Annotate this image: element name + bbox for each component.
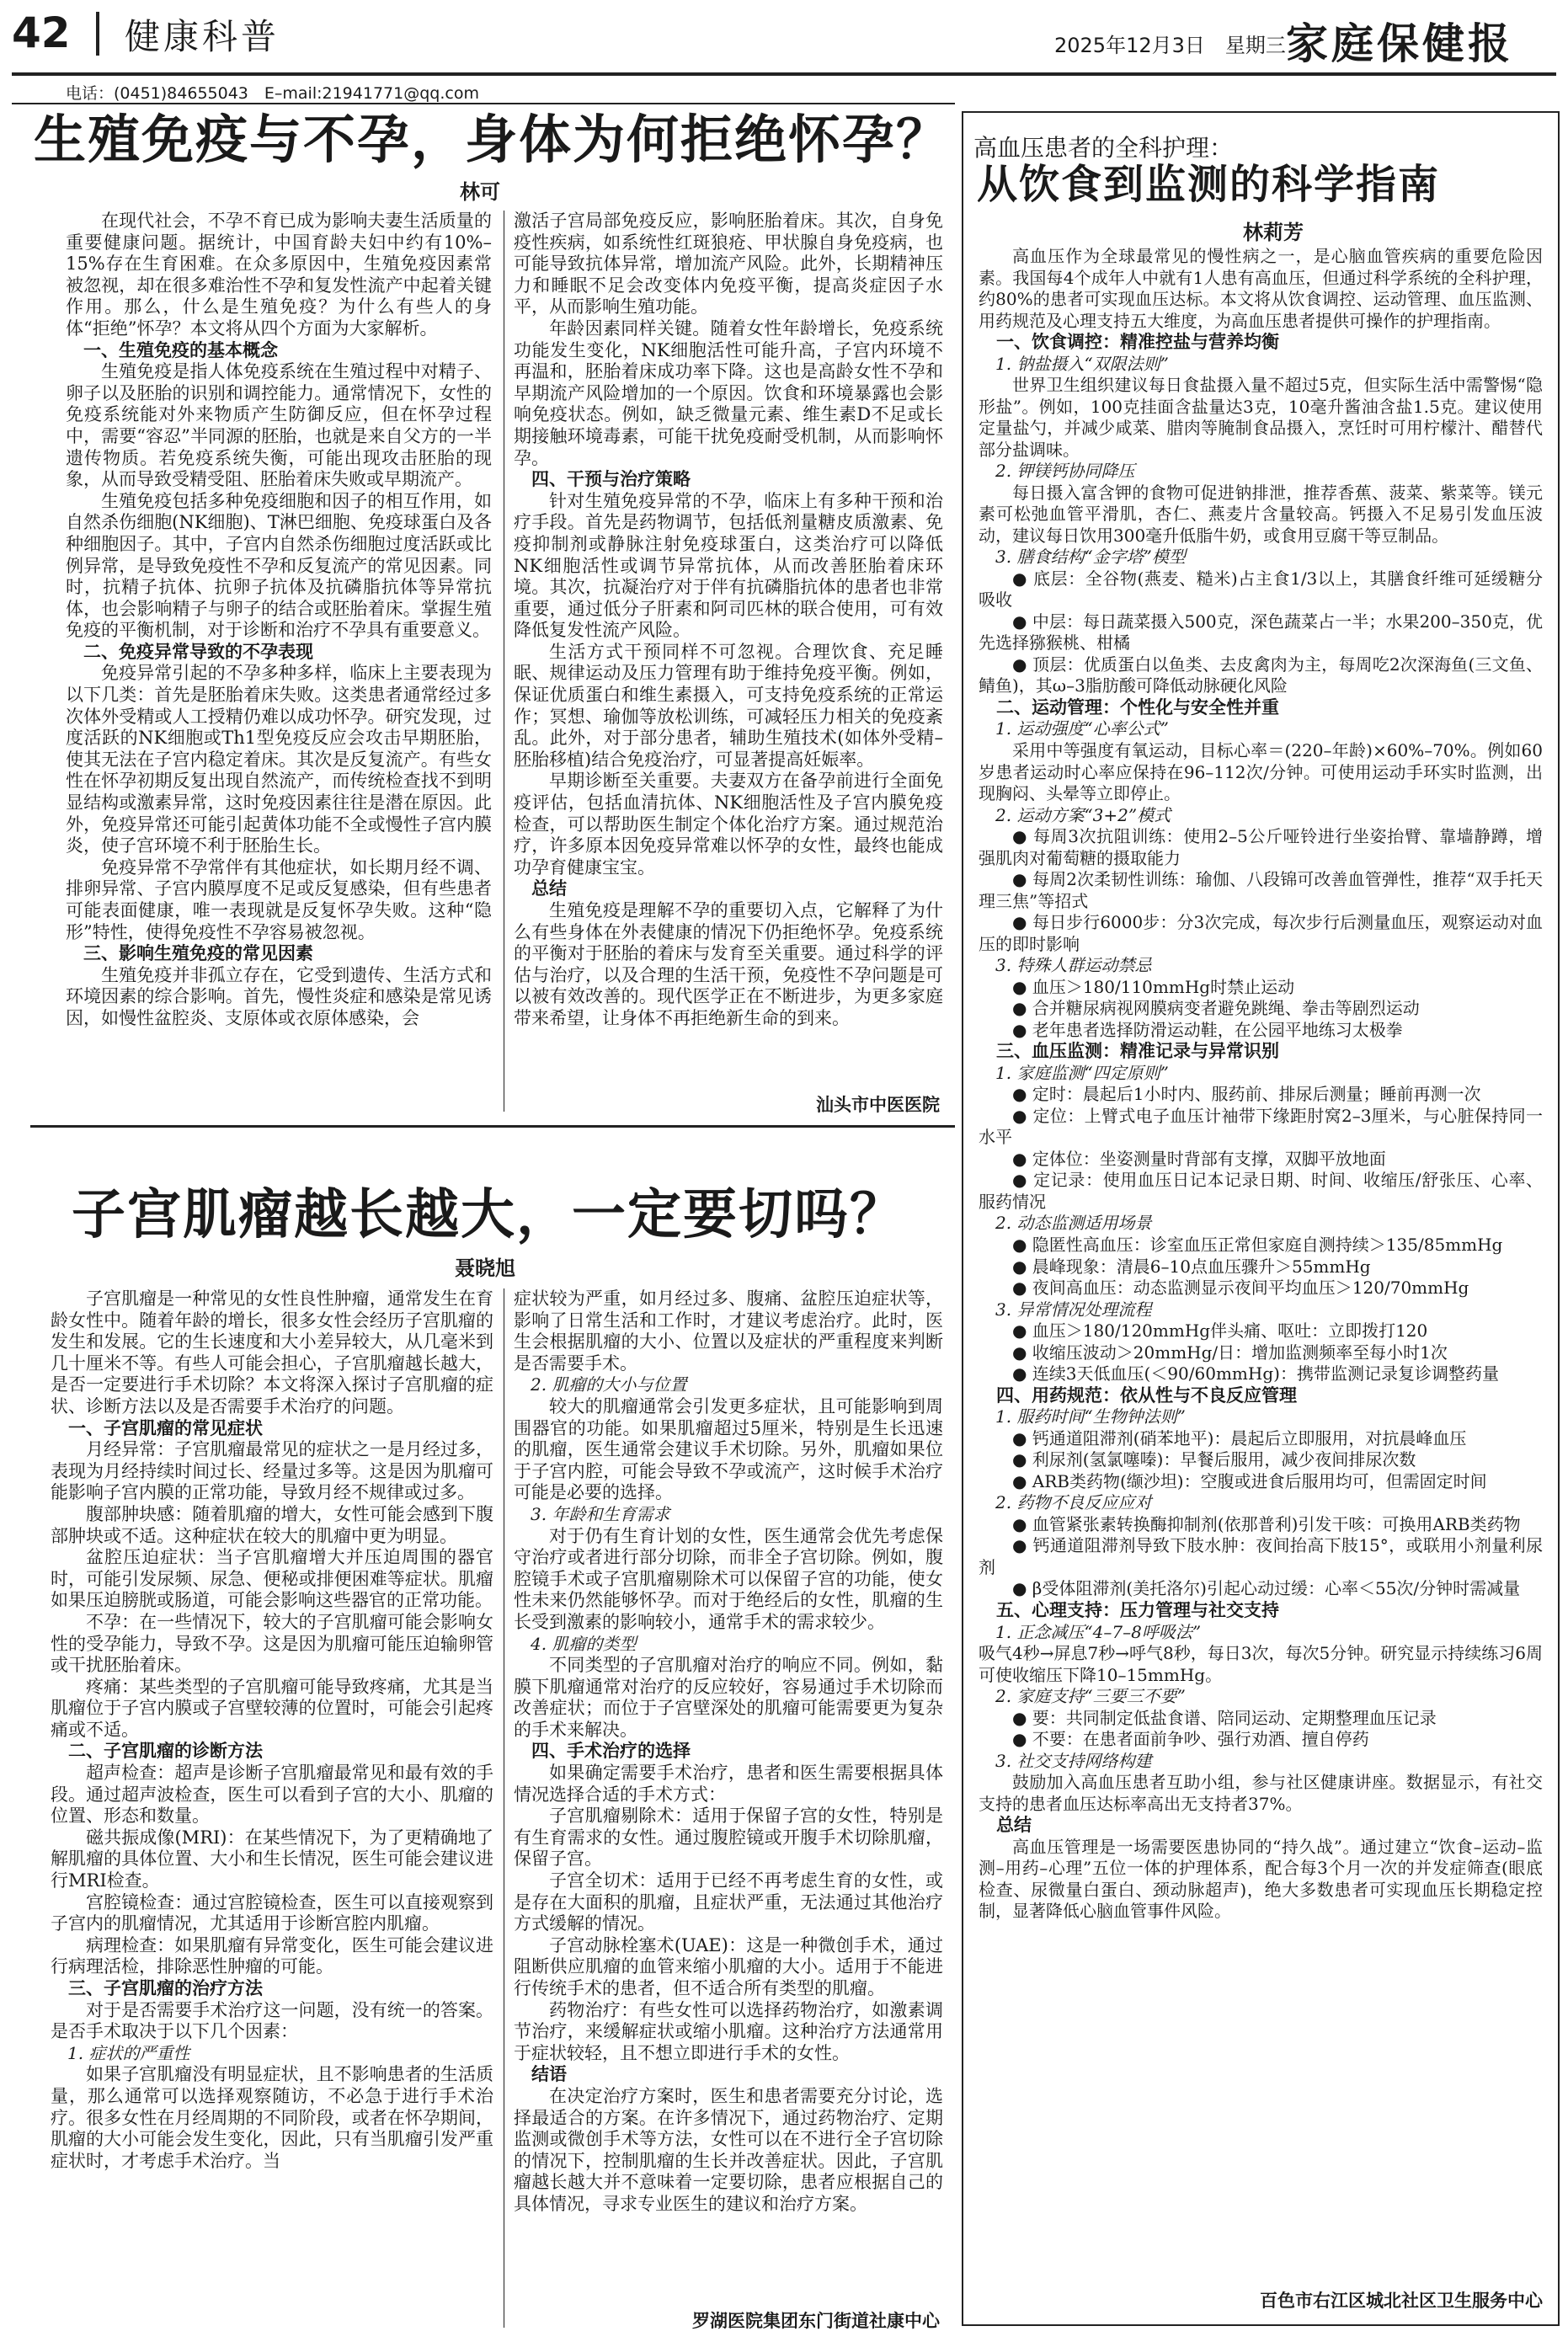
paragraph: 月经异常：子宫肌瘤最常见的症状之一是月经过多，表现为月经持续时间过长、经量过多等。这是因为肌瘤可能影响子宫内膜的正常功能，导致月经不规律或过多。	[51, 1439, 493, 1503]
issue-date: 2025年12月3日 星期三	[1054, 34, 1286, 57]
paragraph: ● 顶层：优质蛋白以鱼类、去皮禽肉为主，每周吃2次深海鱼(三文鱼、鲭鱼)，其ω–3脂肪酸可降低动脉硬化风险	[979, 654, 1543, 696]
article-separator	[30, 1125, 955, 1128]
paragraph: 免疫异常不孕常伴有其他症状，如长期月经不调、排卵异常、子宫内膜厚度不足或反复感染，但有些患者可能表面健康，唯一表现就是反复怀孕失败。这种“隐形”特性，使得免疫性不孕容易被忽视。	[66, 856, 492, 942]
paragraph: ● 要：共同制定低盐食谱、陪同运动、定期整理血压记录	[1012, 1707, 1437, 1728]
minor-heading: 2. 药物不良反应应对	[995, 1492, 1152, 1513]
paragraph: 高血压管理是一场需要医患协同的“持久战”。通过建立“饮食–运动–监测–用药–心理”五位一体的护理体系，配合每3个月一次的并发症筛查(眼底检查、尿微量白蛋白、颈动脉超声)，绝大多数患者可实现血压长期稳定控制，显著降低心脑血管事件风险。	[979, 1836, 1543, 1922]
article1-title: 生殖免疫与不孕，身体为何拒绝怀孕？	[34, 109, 951, 170]
paragraph: 在决定治疗方案时，医生和患者需要充分讨论，选择最适合的方案。在许多情况下，通过药物治疗、定期监测或微创手术等方法，女性可以在不进行全子宫切除的情况下，控制肌瘤的生长并改善症状。因此，子宫肌瘤越长越大并不意味着一定要切除，患者应根据自己的具体情况，寻求专业医生的建议和治疗方案。	[514, 2085, 943, 2214]
subheading: 三、子宫肌瘤的治疗方法	[68, 1978, 263, 1998]
paragraph: ● 连续3天低血压(＜90/60mmHg)：携带监测记录复诊调整药量	[1012, 1363, 1499, 1384]
paragraph: ● 定时：晨起后1小时内、服药前、排尿后测量；睡前再测一次	[1012, 1084, 1481, 1105]
paragraph: 病理检查：如果肌瘤有异常变化，医生可能会建议进行病理活检，排除恶性肿瘤的可能。	[51, 1934, 493, 1977]
minor-heading: 2. 钾镁钙协同降压	[995, 461, 1135, 482]
paragraph: 在现代社会，不孕不育已成为影响夫妻生活质量的重要健康问题。据统计，中国育龄夫妇中约有10%–15%存在生育困难。在众多原因中，生殖免疫因素常被忽视，却在很多难治性不孕和复发性流产中起着关键作用。那么，什么是生殖免疫？为什么有些人的身体“拒绝”怀孕？本文将从四个方面为大家解析。	[66, 211, 492, 339]
page-number: 42	[12, 8, 71, 57]
paragraph: ● 每周2次柔韧性训练：瑜伽、八段锦可改善血管弹性，推荐“双手托天理三焦”等招式	[979, 869, 1543, 911]
minor-heading: 3. 年龄和生育需求	[531, 1503, 670, 1524]
paragraph: 症状较为严重，如月经过多、腹痛、盆腔压迫症状等，影响了日常生活和工作时，才建议考虑治疗。此时，医生会根据肌瘤的大小、位置以及症状的严重程度来判断是否需要手术。	[514, 1288, 943, 1374]
paragraph: 每日摄入富含钾的食物可促进钠排泄，推荐香蕉、菠菜、紫菜等。镁元素可松弛血管平滑肌，杏仁、燕麦片含量较高。钙摄入不足易引发血压波动，建议每日饮用300毫升低脂牛奶，或食用豆腐干等豆制品。	[979, 482, 1543, 546]
paragraph: 不孕：在一些情况下，较大的子宫肌瘤可能会影响女性的受孕能力，导致不孕。这是因为肌瘤可能压迫输卵管或干扰胚胎着床。	[51, 1611, 493, 1676]
paragraph: ● 夜间高血压：动态监测显示夜间平均血压＞120/70mmHg	[1012, 1278, 1469, 1299]
paragraph: 生殖免疫并非孤立存在，它受到遗传、生活方式和环境因素的综合影响。首先，慢性炎症和感染是常见诱因，如慢性盆腔炎、支原体或衣原体感染，会	[66, 964, 492, 1028]
minor-heading: 2. 动态监测适用场景	[995, 1213, 1152, 1234]
paragraph: 对于是否需要手术治疗这一问题，没有统一的答案。是否手术取决于以下几个因素：	[51, 1999, 493, 2042]
paragraph: 鼓励加入高血压患者互助小组，参与社区健康讲座。数据显示，有社交支持的患者血压达标率高出无支持者37%。	[979, 1772, 1543, 1814]
article3-source: 百色市右江区城北社区卫生服务中心	[1260, 2291, 1543, 2311]
paragraph: 不同类型的子宫肌瘤对治疗的响应不同。例如，黏膜下肌瘤通常对治疗的反应较好，容易通过手术切除而改善症状；而位于子宫壁深处的肌瘤可能需要更为复杂的手术来解决。	[514, 1655, 943, 1740]
article3-author: 林莉芳	[1243, 221, 1304, 244]
paragraph: 较大的肌瘤通常会引发更多症状，且可能影响到周围器官的功能。如果肌瘤超过5厘米，特别是生长迅速的肌瘤，医生通常会建议手术切除。另外，肌瘤如果位于子宫内腔，可能会导致不孕或流产，这时候手术治疗可能是必要的选择。	[514, 1395, 943, 1503]
minor-heading: 2. 家庭支持“三要三不要”	[995, 1686, 1186, 1707]
paragraph: 激活子宫局部免疫反应，影响胚胎着床。其次，自身免疫性疾病，如系统性红斑狼疮、甲状腺自身免疫病，也可能导致抗体异常，增加流产风险。此外，长期精神压力和睡眠不足会改变体内免疫平衡，提高炎症因子水平，从而影响生殖功能。	[514, 211, 943, 317]
paragraph: ● 血管紧张素转换酶抑制剂(依那普利)引发干咳：可换用ARB类药物	[1012, 1513, 1521, 1534]
paragraph: 针对生殖免疫异常的不孕，临床上有多种干预和治疗手段。首先是药物调节，包括低剂量糖皮质激素、免疫抑制剂或静脉注射免疫球蛋白，这类治疗可以降低NK细胞活性或调节异常抗体，从而改善胚胎着床环境。其次，抗凝治疗对于伴有抗磷脂抗体的患者也非常重要，通过低分子肝素和阿司匹林的联合使用，可有效降低复发性流产风险。	[514, 490, 943, 641]
paragraph: 世界卫生组织建议每日食盐摄入量不超过5克，但实际生活中需警惕“隐形盐”。例如，100克挂面含盐量达3克，10毫升酱油含盐1.5克。建议使用定量盐勺，并减少咸菜、腊肉等腌制食品摄入，烹饪时可用柠檬汁、醋替代部分盐调味。	[979, 375, 1543, 460]
article1-author: 林可	[460, 180, 500, 204]
article3-kicker: 高血压患者的全科护理：	[973, 134, 1234, 162]
article1-column-1	[66, 211, 492, 1112]
minor-heading: 1. 正念减压“4–7–8呼吸法”	[995, 1621, 1202, 1642]
newspaper-name: 家庭保健报	[1286, 19, 1513, 68]
subheading: 四、干预与治疗策略	[531, 469, 691, 490]
paragraph: 生活方式干预同样不可忽视。合理饮食、充足睡眠、规律运动及压力管理有助于维持免疫平衡。例如，保证优质蛋白和维生素摄入，可支持免疫系统的正常运作；冥想、瑜伽等放松训练，可减轻压力相关的免疫紊乱。此外，对于部分患者，辅助生殖技术(如体外受精–胚胎移植)结合免疫治疗，可显著提高妊娠率。	[514, 641, 943, 770]
paragraph: ● 收缩压波动＞20mmHg/日：增加监测频率至每小时1次	[1012, 1342, 1448, 1363]
subheading: 总结	[996, 1815, 1032, 1836]
article1-column-2	[514, 211, 943, 1061]
subheading: 三、影响生殖免疫的常见因素	[83, 943, 313, 964]
paragraph: 如果子宫肌瘤没有明显症状，且不影响患者的生活质量，那么通常可以选择观察随访，不必急于进行手术治疗。很多女性在月经周期的不同阶段，或者在怀孕期间，肌瘤的大小可能会发生变化，因此，只有当肌瘤引发严重症状时，才考虑手术治疗。当	[51, 2064, 493, 2171]
paragraph: 对于仍有生育计划的女性，医生通常会优先考虑保守治疗或者进行部分切除，而非全子宫切除。例如，腹腔镜手术或子宫肌瘤剔除术可以保留子宫的功能，使女性未来仍然能够怀孕。而对于绝经后的女性，肌瘤的生长受到激素的影响较小，通常手术的需求较少。	[514, 1525, 943, 1632]
paragraph: 子宫肌瘤剔除术：适用于保留子宫的女性，特别是有生育需求的女性。通过腹腔镜或开腹手术切除肌瘤，保留子宫。	[514, 1806, 943, 1870]
minor-heading: 1. 家庭监测“四定原则”	[995, 1062, 1169, 1083]
minor-heading: 1. 钠盐摄入“双限法则”	[995, 353, 1169, 374]
subheading: 四、用药规范：依从性与不良反应管理	[996, 1384, 1297, 1406]
paragraph: 磁共振成像(MRI)：在某些情况下，为了更精确地了解肌瘤的具体位置、大小和生长情况，医生可能会建议进行MRI检查。	[51, 1827, 493, 1891]
article2-column-1	[51, 1288, 493, 2328]
paragraph: 宫腔镜检查：通过宫腔镜检查，医生可以直接观察到子宫内的肌瘤情况，尤其适用于诊断宫腔内肌瘤。	[51, 1891, 493, 1934]
paragraph: 生殖免疫是指人体免疫系统在生殖过程中对精子、卵子以及胚胎的识别和调控能力。通常情况下，女性的免疫系统能对外来物质产生防御反应，但在怀孕过程中，需要“容忍”半同源的胚胎，也就是来自父方的一半遗传物质。若免疫系统失衡，可能出现攻击胚胎的现象，从而导致受精受阻、胚胎着床失败或早期流产。	[66, 361, 492, 490]
subheading: 四、手术治疗的选择	[531, 1741, 691, 1762]
subheading: 结语	[531, 2064, 567, 2085]
minor-heading: 3. 异常情况处理流程	[995, 1299, 1152, 1320]
subheading: 二、运动管理：个性化与安全性并重	[996, 696, 1279, 718]
paragraph: ● 利尿剂(氢氯噻嗪)：早餐后服用，减少夜间排尿次数	[1012, 1449, 1416, 1470]
paragraph: 腹部肿块感：随着肌瘤的增大，女性可能会感到下腹部肿块或不适。这种症状在较大的肌瘤中更为明显。	[51, 1503, 493, 1546]
header-divider	[96, 12, 99, 56]
paragraph: ● 老年患者选择防滑运动鞋，在公园平地练习太极拳	[1012, 1019, 1403, 1040]
paragraph: ● 定位：上臂式电子血压计袖带下缘距肘窝2–3厘米，与心脏保持同一水平	[979, 1105, 1543, 1148]
paragraph: 盆腔压迫症状：当子宫肌瘤增大并压迫周围的器官时，可能引发尿频、尿急、便秘或排便困难等症状。肌瘤如果压迫膀胱或肠道，可能会影响这些器官的正常功能。	[51, 1547, 493, 1611]
header-rule	[12, 72, 1556, 76]
paragraph: ● 每日步行6000步：分3次完成，每次步行后测量血压，观察运动对血压的即时影响	[979, 912, 1543, 954]
article2-author: 聂晓旭	[455, 1256, 515, 1280]
paragraph: ● 隐匿性高血压：诊室血压正常但家庭自测持续＞135/85mmHg	[1012, 1235, 1503, 1256]
paragraph: 如果确定需要手术治疗，患者和医生需要根据具体情况选择合适的手术方式：	[514, 1763, 943, 1805]
article3-body	[979, 246, 1543, 2272]
minor-heading: 3. 社交支持网络构建	[995, 1750, 1152, 1771]
minor-heading: 1. 运动强度“心率公式”	[995, 718, 1169, 739]
paragraph: ● 晨峰现象：清晨6–10点血压骤升＞55mmHg	[1012, 1256, 1371, 1277]
article1-source: 汕头市中医医院	[816, 1095, 940, 1115]
paragraph: ● 钙通道阻滞剂导致下肢水肿：夜间抬高下肢15°，或联用小剂量利尿剂	[979, 1535, 1543, 1577]
subheading: 一、子宫肌瘤的常见症状	[68, 1417, 263, 1438]
paragraph: 子宫肌瘤是一种常见的女性良性肿瘤，通常发生在育龄女性中。随着年龄的增长，很多女性会经历子宫肌瘤的发生和发展。它的生长速度和大小差异较大，从几毫米到几十厘米不等。有些人可能会担心，子宫肌瘤越长越大，是否一定要进行手术切除？本文将深入探讨子宫肌瘤的症状、诊断方法以及是否需要手术治疗的问题。	[51, 1288, 493, 1416]
subheading: 二、子宫肌瘤的诊断方法	[68, 1741, 263, 1762]
article2-source: 罗湖医院集团东门街道社康中心	[692, 2311, 940, 2331]
paragraph: ● 中层：每日蔬菜摄入500克，深色蔬菜占一半；水果200–350克，优先选择猕猴桃、柑橘	[979, 611, 1543, 654]
paragraph: 子宫动脉栓塞术(UAE)：这是一种微创手术，通过阻断供应肌瘤的血管来缩小肌瘤的大小。适用于不能进行传统手术的患者，但不适合所有类型的肌瘤。	[514, 1934, 943, 1998]
article2-title: 子宫肌瘤越长越大，一定要切吗？	[72, 1183, 905, 1246]
paragraph: 子宫全切术：适用于已经不再考虑生育的女性，或是存在大面积的肌瘤，且症状严重，无法通过其他治疗方式缓解的情况。	[514, 1870, 943, 1934]
contact-rule	[12, 103, 955, 104]
minor-heading: 3. 特殊人群运动禁忌	[995, 955, 1152, 976]
paragraph: ● ARB类药物(缬沙坦)：空腹或进食后服用均可，但需固定时间	[1012, 1470, 1487, 1491]
paragraph: ● 血压＞180/120mmHg伴头痛、呕吐：立即拨打120	[1012, 1320, 1428, 1342]
paragraph: 采用中等强度有氧运动，目标心率＝(220–年龄)×60%–70%。例如60岁患者运动时心率应保持在96–112次/分钟。可使用运动手环实时监测，出现胸闷、头晕等立即停止。	[979, 740, 1543, 804]
article3-title: 从饮食到监测的科学指南	[977, 161, 1441, 208]
subheading: 总结	[531, 878, 567, 899]
paragraph: ● 不要：在患者面前争吵、强行劝酒、擅自停药	[1012, 1729, 1369, 1750]
minor-heading: 1. 症状的严重性	[67, 2042, 190, 2063]
paragraph: ● 钙通道阻滞剂(硝苯地平)：晨起后立即服用，对抗晨峰血压	[1012, 1427, 1467, 1448]
paragraph: ● 定体位：坐姿测量时背部有支撑，双脚平放地面	[1012, 1148, 1386, 1169]
subheading: 五、心理支持：压力管理与社交支持	[996, 1599, 1279, 1620]
minor-heading: 1. 服药时间“生物钟法则”	[995, 1406, 1186, 1427]
subheading: 三、血压监测：精准记录与异常识别	[996, 1041, 1279, 1062]
contact-line: 电话：(0451)84655043 E–mail:21941771@qq.com	[66, 84, 479, 103]
subheading: 一、饮食调控：精准控盐与营养均衡	[996, 332, 1279, 352]
article2-column-2	[514, 1288, 943, 2304]
paragraph: 生殖免疫是理解不孕的重要切入点，它解释了为什么有些身体在外表健康的情况下仍拒绝怀孕。免疫系统的平衡对于胚胎的着床与发育至关重要。通过科学的评估与治疗，以及合理的生活干预，免疫性不孕问题是可以被有效改善的。现代医学正在不断进步，为更多家庭带来希望，让身体不再拒绝新生命的到来。	[514, 900, 943, 1028]
paragraph: ● 定记录：使用血压日记本记录日期、时间、收缩压/舒张压、心率、服药情况	[979, 1170, 1543, 1212]
section-name: 健康科普	[125, 16, 280, 57]
paragraph: ● 合并糖尿病视网膜病变者避免跳绳、拳击等剧烈运动	[1012, 998, 1420, 1019]
paragraph: ● β受体阻滞剂(美托洛尔)引起心动过缓：心率＜55次/分钟时需减量	[1012, 1578, 1521, 1599]
paragraph: 药物治疗：有些女性可以选择药物治疗，如激素调节治疗，来缓解症状或缩小肌瘤。这种治疗方法通常用于症状较轻，且不想立即进行手术的女性。	[514, 1999, 943, 2063]
paragraph: 生殖免疫包括多种免疫细胞和因子的相互作用，如自然杀伤细胞(NK细胞)、T淋巴细胞、免疫球蛋白及各种细胞因子。其中，子宫内自然杀伤细胞过度活跃或比例异常，是导致免疫性不孕和反复流产的常见因素。同时，抗精子抗体、抗卵子抗体及抗磷脂抗体等异常抗体，也会影响精子与卵子的结合或胚胎着床。掌握生殖免疫的平衡机制，对于诊断和治疗不孕具有重要意义。	[66, 490, 492, 641]
minor-heading: 3. 膳食结构“金字塔”模型	[995, 547, 1186, 568]
minor-heading: 4. 肌瘤的类型	[531, 1633, 637, 1654]
paragraph: ● 底层：全谷物(燕麦、糙米)占主食1/3以上，其膳食纤维可延缓糖分吸收	[979, 568, 1543, 611]
paragraph: 疼痛：某些类型的子宫肌瘤可能导致疼痛，尤其是当肌瘤位于子宫内膜或子宫壁较薄的位置时，可能会引起疼痛或不适。	[51, 1676, 493, 1740]
paragraph: 年龄因素同样关键。随着女性年龄增长，免疫系统功能发生变化，NK细胞活性可能升高，子宫内环境不再温和，胚胎着床成功率下降。这也是高龄女性不孕和早期流产风险增加的一个原因。饮食和环境暴露也会影响免疫状态。例如，缺乏微量元素、维生素D不足或长期接触环境毒素，可能干扰免疫耐受机制，从而影响怀孕。	[514, 317, 943, 468]
subheading: 二、免疫异常导致的不孕表现	[83, 641, 313, 662]
minor-heading: 2. 运动方案“3+2”模式	[995, 804, 1171, 825]
paragraph: ● 血压＞180/110mmHg时禁止运动	[1012, 976, 1295, 997]
paragraph: ● 每周3次抗阻训练：使用2–5公斤哑铃进行坐姿抬臂、靠墙静蹲，增强肌肉对葡萄糖的摄取能力	[979, 826, 1543, 868]
paragraph: 早期诊断至关重要。夫妻双方在备孕前进行全面免疫评估，包括血清抗体、NK细胞活性及子宫内膜免疫检查，可以帮助医生制定个体化治疗方案。通过规范治疗，许多原本因免疫异常难以怀孕的女性，最终也能成功孕育健康宝宝。	[514, 771, 943, 878]
paragraph: 超声检查：超声是诊断子宫肌瘤最常见和最有效的手段。通过超声波检查，医生可以看到子宫的大小、肌瘤的位置、形态和数量。	[51, 1763, 493, 1827]
subheading: 一、生殖免疫的基本概念	[83, 339, 278, 360]
paragraph: 高血压作为全球最常见的慢性病之一，是心脑血管疾病的重要危险因素。我国每4个成年人中就有1人患有高血压，但通过科学系统的全科护理，约80%的患者可实现血压达标。本文将从饮食调控、运动管理、血压监测、用药规范及心理支持五大维度，为高血压患者提供可操作的护理指南。	[979, 246, 1543, 331]
page-header	[0, 0, 1568, 81]
minor-heading: 2. 肌瘤的大小与位置	[531, 1374, 687, 1395]
paragraph: 吸气4秒→屏息7秒→呼气8秒，每日3次，每次5分钟。研究显示持续练习6周可使收缩压下降10–15mmHg。	[979, 1643, 1543, 1685]
paragraph: 免疫异常引起的不孕多种多样，临床上主要表现为以下几类：首先是胚胎着床失败。这类患者通常经过多次体外受精或人工授精仍难以成功怀孕。研究发现，过度活跃的NK细胞或Th1型免疫反应会攻击早期胚胎，使其无法在子宫内稳定着床。其次是反复流产。有些女性在怀孕初期反复出现自然流产，而传统检查找不到明显结构或激素异常，这时免疫因素往往是潜在原因。此外，免疫异常还可能引起黄体功能不全或慢性子宫内膜炎，使子宫环境不利于胚胎生长。	[66, 663, 492, 856]
